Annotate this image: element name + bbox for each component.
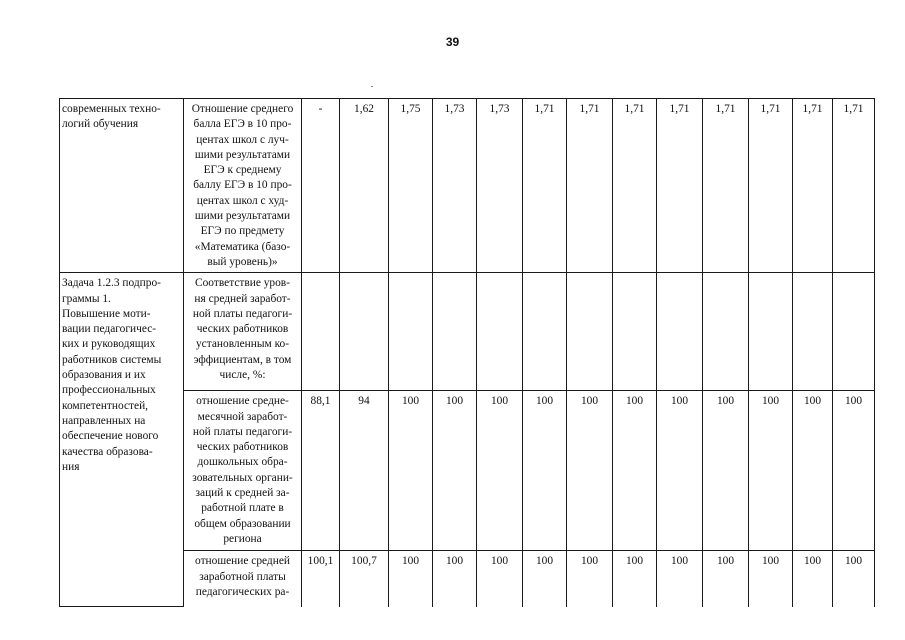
indicator-cell	[184, 551, 302, 607]
cell-text-line: логий обучения	[62, 118, 139, 131]
value-cell	[833, 273, 875, 391]
cell-text-line: региона	[223, 532, 262, 545]
cell-text-line: Соответствие уров-	[195, 277, 290, 290]
cell-text-line: обеспечение нового	[62, 430, 159, 443]
value-cell: 1,71	[749, 99, 793, 273]
cell-text-line: центах школ с луч-	[196, 133, 289, 146]
value-cell	[523, 273, 567, 391]
table-row	[60, 273, 875, 391]
value-cell: 1,71	[657, 99, 703, 273]
cell-text-line: ния	[62, 460, 80, 473]
cell-text-line: ной платы педагоги-	[192, 425, 293, 438]
cell-text-line: месячной заработ-	[197, 410, 288, 423]
value-cell: 100	[613, 391, 657, 551]
value-cell	[613, 273, 657, 391]
value-cell: 1,71	[567, 99, 613, 273]
value-cell: 100	[433, 551, 477, 607]
task-cell	[60, 99, 184, 273]
value-cell: 1,71	[523, 99, 567, 273]
cell-text-line: педагогических ра-	[195, 585, 290, 598]
cell-text-line: ких и руководящих	[62, 338, 156, 351]
cell-text-line: центах школ с худ-	[196, 194, 289, 207]
cell-text-line: ЕГЭ к среднему	[203, 164, 282, 177]
cell-text-line: ческих работников	[196, 323, 289, 336]
page-number: 39	[445, 35, 460, 49]
cell-text-line: общем образовании	[194, 517, 291, 530]
value-cell: 100	[567, 551, 613, 607]
indicator-cell	[184, 391, 302, 551]
cell-text-line: дошкольных обра-	[197, 456, 288, 469]
value-cell: 100	[749, 551, 793, 607]
value-cell	[477, 273, 523, 391]
value-cell: 100	[833, 551, 875, 607]
value-cell	[389, 273, 433, 391]
scan-artifact	[371, 86, 373, 87]
value-cell: 100	[749, 391, 793, 551]
value-cell: 1,71	[703, 99, 749, 273]
value-cell: 100	[793, 391, 833, 551]
cell-text-line: заработной платы	[199, 570, 286, 583]
value-cell	[749, 273, 793, 391]
value-cell: 100	[793, 551, 833, 607]
value-cell: 88,1	[302, 391, 340, 551]
cell-text-line: эффициентам, в том	[193, 353, 292, 366]
value-cell: 1,71	[613, 99, 657, 273]
value-cell: 100	[657, 391, 703, 551]
value-cell: 1,71	[833, 99, 875, 273]
cell-text-line: шими результатами	[194, 148, 291, 161]
cell-text-line: работной плате в	[201, 502, 284, 515]
indicator-table	[59, 98, 875, 607]
value-cell: 100	[833, 391, 875, 551]
cell-text-line: ЕГЭ по предмету	[200, 225, 285, 238]
value-cell	[703, 273, 749, 391]
cell-text-line: числе, %:	[219, 369, 266, 382]
cell-text-line: компетентностей,	[62, 399, 149, 412]
value-cell	[433, 273, 477, 391]
value-cell: 100	[433, 391, 477, 551]
value-cell: 100,7	[340, 551, 389, 607]
cell-text-line: отношение средней	[195, 555, 290, 568]
value-cell: 100	[523, 551, 567, 607]
cell-text-line: образования и их	[62, 369, 146, 382]
cell-text-line: Задача 1.2.3 подпро-	[62, 277, 161, 290]
value-cell: 100	[567, 391, 613, 551]
cell-text-line: профессиональных	[62, 384, 156, 397]
cell-text-line: шими результатами	[194, 210, 291, 223]
value-cell: 1,75	[389, 99, 433, 273]
cell-text-line: балла ЕГЭ в 10 про-	[193, 118, 292, 131]
value-cell	[657, 273, 703, 391]
cell-text-line: ческих работников	[196, 441, 289, 454]
cell-text-line: Отношение среднего	[191, 103, 294, 115]
cell-text-line: направленных на	[62, 414, 146, 427]
cell-text-line: вый уровень)»	[207, 255, 278, 268]
value-cell: 1,62	[340, 99, 389, 273]
value-cell	[340, 273, 389, 391]
cell-text-line: Повышение моти-	[62, 307, 151, 320]
indicator-cell	[184, 273, 302, 391]
value-cell	[793, 273, 833, 391]
cell-text-line: граммы 1.	[62, 292, 111, 305]
value-cell: 100	[703, 551, 749, 607]
task-cell	[60, 273, 184, 607]
value-cell: 1,73	[477, 99, 523, 273]
value-cell: 94	[340, 391, 389, 551]
cell-text-line: современных техно-	[62, 103, 161, 115]
cell-text-line: зовательных органи-	[192, 471, 293, 484]
value-cell: 100	[389, 551, 433, 607]
value-cell: 100	[523, 391, 567, 551]
value-cell	[567, 273, 613, 391]
value-cell: -	[302, 99, 340, 273]
value-cell: 100	[703, 391, 749, 551]
indicator-cell	[184, 99, 302, 273]
value-cell: 1,73	[433, 99, 477, 273]
cell-text-line: «Математика (базо-	[194, 240, 291, 253]
value-cell: 100,1	[302, 551, 340, 607]
value-cell	[302, 273, 340, 391]
cell-text-line: ня средней заработ-	[194, 292, 291, 305]
value-cell: 100	[389, 391, 433, 551]
cell-text-line: отношение средне-	[196, 395, 289, 408]
cell-text-line: работников системы	[62, 353, 162, 366]
cell-text-line: установленным ко-	[195, 338, 290, 351]
cell-text-line: баллу ЕГЭ в 10 про-	[193, 179, 292, 192]
value-cell: 100	[613, 551, 657, 607]
value-cell: 100	[657, 551, 703, 607]
cell-text-line: ной платы педагоги-	[192, 307, 293, 320]
value-cell: 1,71	[793, 99, 833, 273]
table-row	[60, 99, 875, 273]
value-cell: 100	[477, 551, 523, 607]
cell-text-line: качества образова-	[62, 445, 153, 458]
value-cell: 100	[477, 391, 523, 551]
cell-text-line: заций к средней за-	[195, 487, 290, 500]
cell-text-line: вации педагогичес-	[62, 323, 157, 336]
